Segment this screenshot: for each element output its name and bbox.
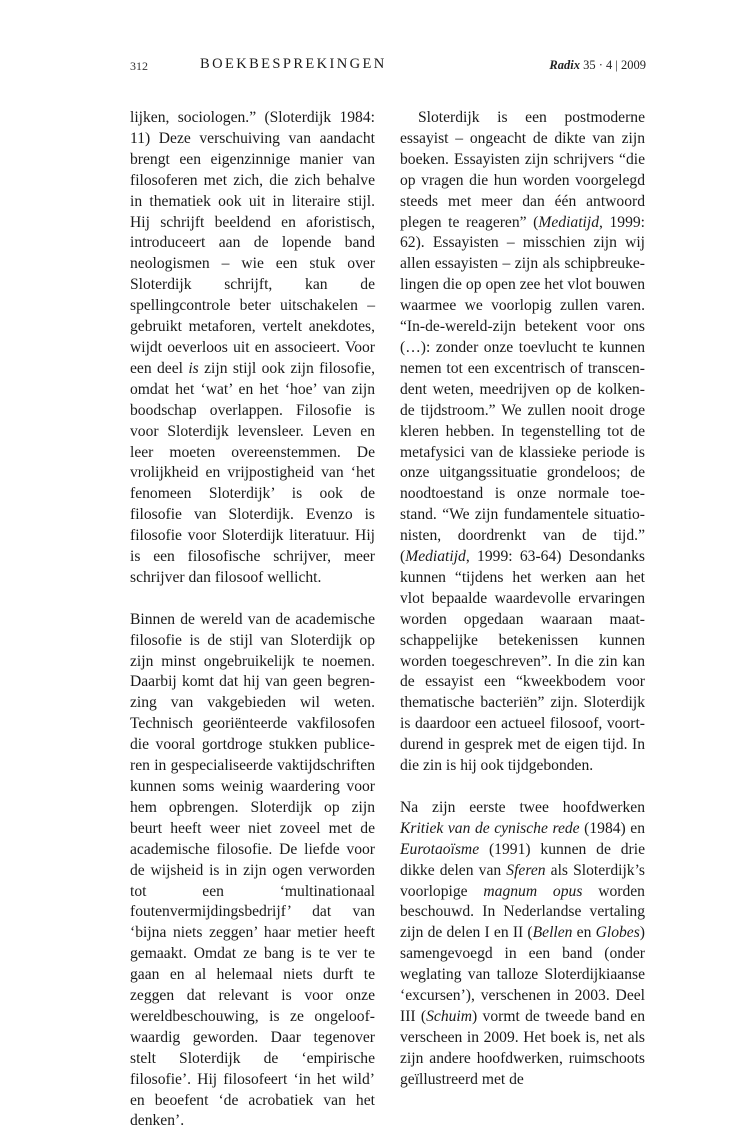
text-run-italic: Mediatijd: [538, 213, 599, 231]
left-column: [130, 108, 375, 1132]
text-run-italic: Mediatijd: [405, 548, 466, 566]
page-number: 312: [130, 59, 148, 73]
text-run-italic: Kritiek van de cynische rede: [400, 819, 580, 837]
right-paragraph-1: [400, 108, 645, 777]
text-run: , 1999: 62). Essayisten – misschien zijn wij allen essayisten – zijn als schipbreukelingen die op open zee het vlot bouwen waarmee we voorlopig zullen varen. “In-de-wereld-zijn betekent voor ons (…): zonder onze toevlucht te kunnen nemen tot een excentrisch of transcendent weten, meedrijven op de kolkende tijdstroom.” We zullen nooit droge kleren hebben. In tegenstelling tot de metafysici van de klassieke periode is onze uitgangssituatie grondeloos; de noodtoestand is onze normale toestand. “We zijn fundamentele situationisten, doordrenkt van de tijd.” (: [400, 213, 646, 566]
text-run: zijn stijl ook zijn filosofie, omdat het ‘wat’ en het ‘hoe’ van zijn boodschap overlappen. Filosofie is voor Sloterdijk levensleer. Leven en leer moeten overeenstemmen. De vrolijkheid en vrijpostigheid van ‘het fenomeen Sloterdijk’ is ook de filosofie van Sloterdijk. Evenzo is filosofie voor Sloterdijk literatuur. Hij is een filosofische schrijver, meer schrijver dan filosoof wellicht.: [130, 359, 375, 586]
right-paragraph-2: [400, 798, 645, 1091]
journal-issue: 35 · 4 | 2009: [583, 58, 646, 72]
text-run-italic: Schuim: [426, 1007, 473, 1025]
running-head: [130, 56, 646, 76]
section-title: BOEKBESPREKINGEN: [200, 56, 387, 72]
text-run: en: [572, 924, 596, 942]
text-run: worden beschouwd. In Nederlandse vertaling zijn de delen I en II (: [400, 882, 645, 942]
right-column: [400, 108, 645, 1091]
journal-info: [549, 58, 646, 73]
text-run-italic: is: [188, 359, 199, 377]
text-run: ) vormt de tweede band en verscheen in 2009. Het boek is, net als zijn andere hoofdwerken, ruimschoots geïllustreerd met de: [400, 1007, 645, 1088]
text-run: (1984) en: [579, 819, 645, 837]
journal-name: Radix: [549, 58, 580, 72]
text-run-italic: Bellen: [532, 924, 573, 942]
text-run: Sloterdijk is een postmoderne essayist – ongeacht de dikte van zijn boeken. Essayisten zijn schrijvers “die op vragen die hun worden voorgelegd steeds met meer dan één antwoord plegen te reageren” (: [400, 109, 645, 231]
text-run: als Sloterdijk’s voorlopige: [400, 861, 646, 900]
text-run-italic: Sferen: [506, 861, 546, 879]
text-run: Na zijn eerste twee hoofdwerken: [400, 798, 645, 816]
text-run: lijken, sociologen.” (Sloterdijk 1984: 11) Deze verschuiving van aandacht brengt een eigenzinnige manier van filosoferen met zich, die zich behalve in thematiek ook uit in literaire stijl. Hij schrijft beeldend en aforistisch, introduceert aan de lopende band neologismen – wie een stuk over Sloterdijk schrijft, kan de spellingcontrole beter uitschakelen – gebruikt metaforen, vertelt anekdotes, wijdt oeverloos uit en associeert. Voor een deel: [130, 109, 375, 377]
text-run: Binnen de wereld van de academische filosofie is de stijl van Sloterdijk op zijn minst ongebruikelijk te noemen. Daarbij komt dat hij van geen begrenzing van vakgebieden wil weten. Technisch georiënteerde vakfilosofen die vooral gortdroge stukken publiceren in gespecialiseerde vaktijdschriften kunnen soms weinig waardering voor hem opbrengen. Sloterdijk op zijn beurt heeft weer niet zoveel met de academische filosofie. De liefde voor de wijsheid is in zijn ogen verworden tot een ‘multinationaal foutenvermijdingsbedrijf’ dat van ‘bijna niets zeggen’ haar metier heeft gemaakt. Omdat ze bang is te ver te gaan en al helemaal niets durft te zeggen dat relevant is voor onze wereldbeschouwing, is ze ongeloofwaardig geworden. Daar tegenover stelt Sloterdijk de ‘empirische filosofie’. Hij filosofeert ‘in het wild’ en beoefent ‘de acrobatiek van het denken’.: [130, 610, 375, 1130]
text-run: (1991) kunnen de drie dikke delen van: [400, 840, 645, 879]
text-run-italic: Globes: [595, 924, 640, 942]
text-run-italic: magnum opus: [483, 882, 583, 900]
left-paragraph-2: [130, 610, 375, 1132]
left-paragraph-1: [130, 108, 375, 589]
text-run-italic: Eurotaoïsme: [400, 840, 480, 858]
text-run: , 1999: 63-64) Desondanks kunnen “tijdens het werken aan het vlot bepaalde waardevolle ervaringen worden opgedaan waaraan maatschappelijke betekenissen kunnen worden toegeschreven”. In die zin kan de essayist een “kweekbodem voor thematische bacteriën” zijn. Sloterdijk is daardoor een actueel filosoof, voortdurend in gesprek met de eigen tijd. In die zin is hij ook tijdgebonden.: [400, 548, 645, 775]
text-run: ) samengevoegd in een band (onder weglating van talloze Sloterdijkiaanse ‘excursen’), verschenen in 2003. Deel III (: [400, 924, 645, 1025]
